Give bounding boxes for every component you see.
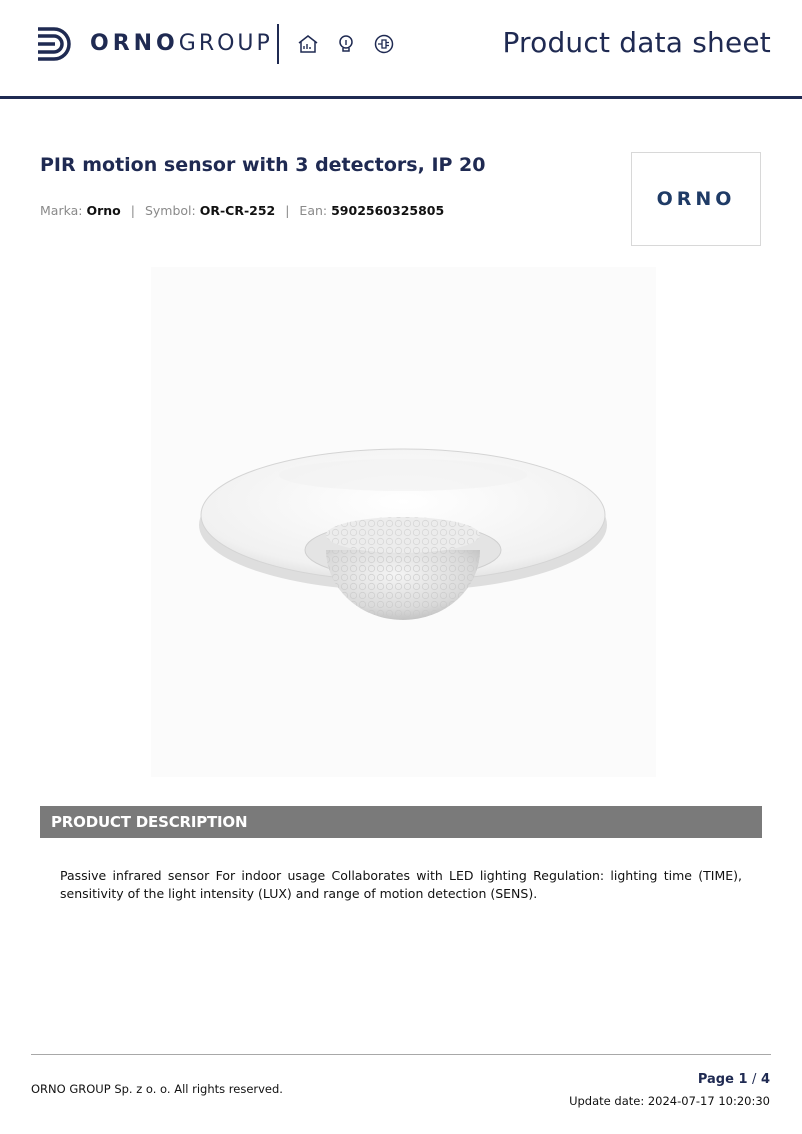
- page-total: 4: [760, 1072, 770, 1087]
- footer-rule: [31, 1054, 771, 1055]
- document-title: Product data sheet: [502, 26, 771, 59]
- light-bulb-icon: [335, 33, 357, 55]
- footer-copyright: ORNO GROUP Sp. z o. o. All rights reserved.: [31, 1082, 283, 1096]
- page-header: [0, 0, 802, 100]
- product-title: PIR motion sensor with 3 detectors, IP 20: [40, 154, 486, 176]
- logo-wordmark: [90, 24, 273, 64]
- plug-icon: [373, 33, 395, 55]
- product-description-text: Passive infrared sensor For indoor usage Collaborates with LED lighting Regulation: lighting time (TIME), sensitivity of the light intensity (LUX) and range of motion detection (SENS).: [60, 868, 742, 901]
- ean-value: 5902560325805: [331, 203, 445, 218]
- pir-sensor-illustration: [151, 267, 656, 777]
- brand-logo-box: [631, 152, 761, 246]
- ean-label: Ean:: [299, 203, 328, 218]
- update-date: [569, 1094, 770, 1108]
- product-meta: [40, 203, 444, 218]
- marka-value: Orno: [86, 203, 121, 218]
- meta-separator: |: [285, 203, 290, 218]
- page-number: [698, 1072, 770, 1087]
- header-divider: [277, 24, 279, 64]
- header-rule: [0, 96, 802, 99]
- symbol-label: Symbol:: [144, 203, 196, 218]
- orno-group-logo: [34, 24, 273, 64]
- marka-label: Marka:: [40, 203, 83, 218]
- page-current: 1: [738, 1072, 748, 1087]
- logo-orno-text: ORNO: [90, 31, 179, 56]
- brand-logo: ORNO: [656, 188, 736, 210]
- symbol-value: OR-CR-252: [199, 203, 276, 218]
- update-value: 2024-07-17 10:20:30: [647, 1094, 770, 1108]
- logo-group-text: GROUP: [178, 31, 273, 56]
- product-image: [151, 267, 656, 777]
- page-separator: /: [752, 1072, 757, 1087]
- orno-logo-mark-icon: [34, 24, 76, 64]
- product-description-header: [40, 806, 762, 838]
- meta-separator: |: [130, 203, 135, 218]
- update-label: Update date:: [569, 1094, 645, 1108]
- section-heading: PRODUCT DESCRIPTION: [51, 813, 248, 831]
- smart-home-icon: [297, 33, 319, 55]
- page-label: Page: [697, 1072, 734, 1087]
